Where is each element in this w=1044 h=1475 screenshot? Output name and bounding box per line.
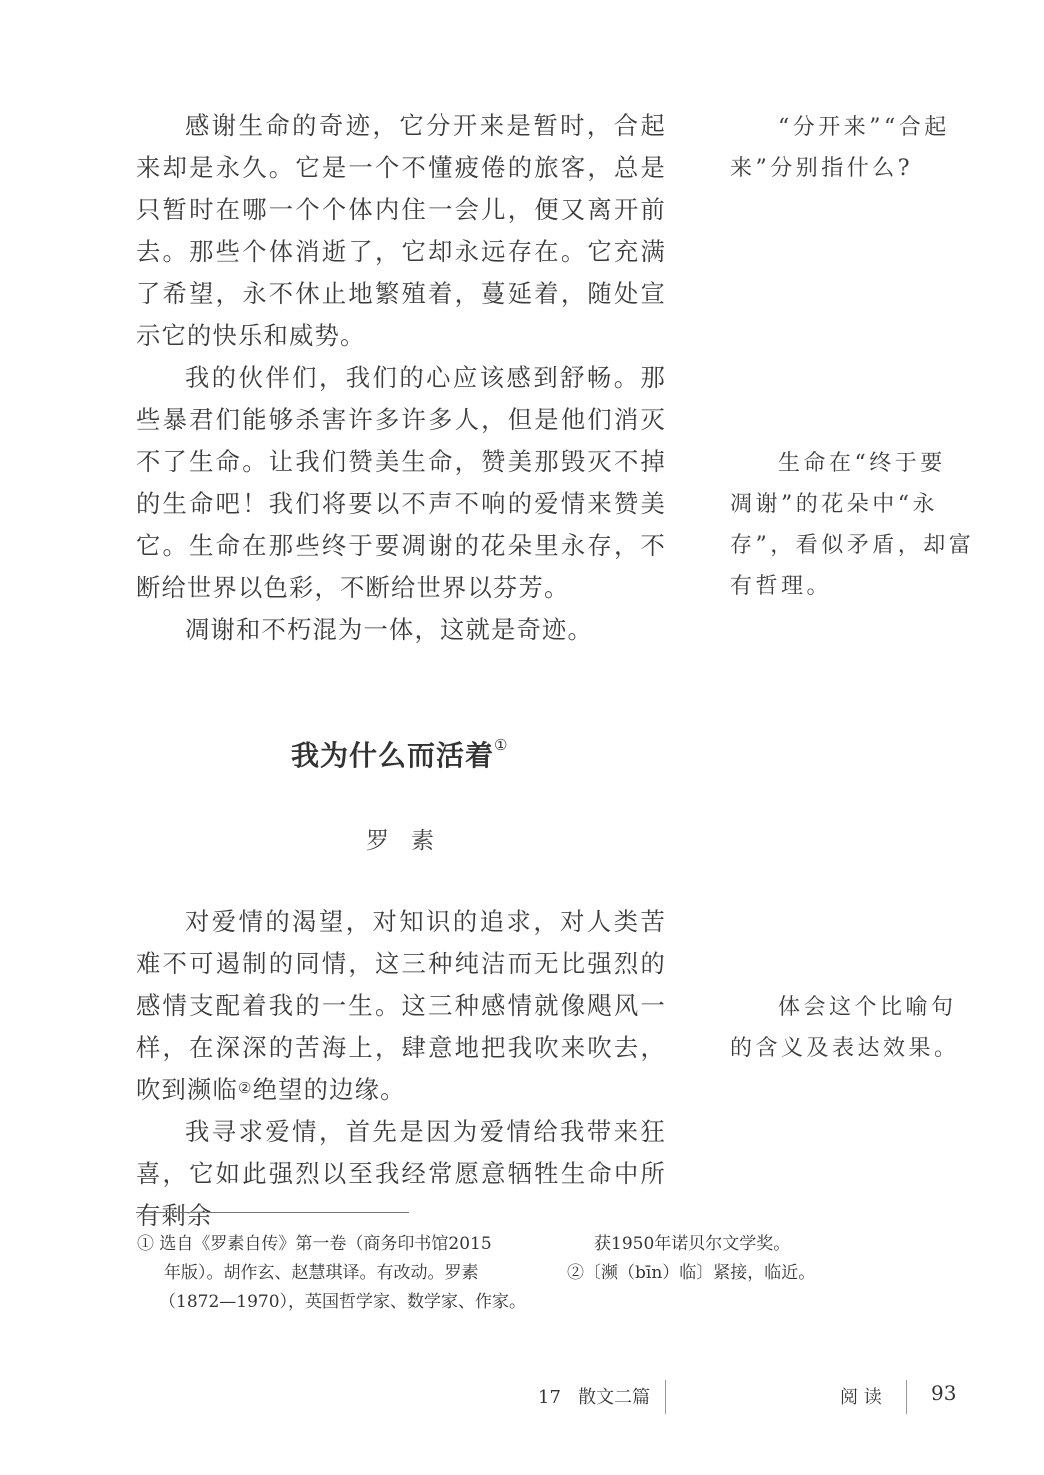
footnote-divider	[136, 1212, 409, 1213]
footer-section: 阅 读	[840, 1387, 882, 1408]
article2-title: 我为什么而活着①	[291, 736, 509, 772]
lesson-number: 17	[538, 1387, 561, 1408]
article2-author: 罗素	[366, 828, 456, 854]
page-number: 93	[931, 1381, 957, 1405]
article1-body	[136, 105, 666, 651]
article2-paragraph-2: 我寻求爱情，首先是因为爱情给我带来狂喜，它如此强烈以至我经常愿意牺牲生命中所有剩余	[136, 1117, 666, 1230]
footer-divider-2	[906, 1380, 907, 1414]
article1-paragraph-2: 我的伙伴们，我们的心应该感到舒畅。那些暴君们能够杀害许多许多人，但是他们消灭不了生命。让我们赞美生命，赞美那毁灭不掉的生命吧！我们将要以不声不响的爱情来赞美它。生命在那些终于要凋谢的花朵里永存，不断给世界以色彩，不断给世界以芬芳。	[136, 363, 666, 602]
article2-paragraph-1: 对爱情的渴望，对知识的追求，对人类苦难不可遏制的同情，这三种纯洁而无比强烈的感情支配着我的一生。这三种感情就像飓风一样，在深深的苦海上，肆意地把我吹来吹去，吹到濒临②绝望的边缘。	[136, 907, 666, 1104]
footer-lesson	[538, 1383, 650, 1409]
side-note-1: “分开来”“合起 来”分别指什么?	[730, 115, 950, 181]
title-footnote-marker[interactable]: ①	[494, 736, 509, 754]
article2-body	[136, 901, 666, 1237]
footnote-1: ① 选自《罗素自传》第一卷（商务印书馆2015 年版）。胡作玄、赵慧琪译。有改动。罗素 （1872—1970），英国哲学家、数学家、作家。	[137, 1234, 527, 1312]
article1-paragraph-1: 感谢生命的奇迹，它分开来是暂时，合起来却是永久。它是一个不懂疲倦的旅客，总是只暂时在哪一个个体内住一会儿，便又离开前去。那些个体消逝了，它却永远存在。它充满了希望，永不休止地繁殖着，蔓延着，随处宣示它的快乐和威势。	[136, 111, 666, 350]
side-note-3: 体会这个比喻句 的含义及表达效果。	[730, 995, 960, 1061]
footnote-2: 获1950年诺贝尔文学奖。 ②〔濒（bīn）临〕紧接，临近。	[567, 1234, 816, 1283]
side-note-2: 生命在“终于要 凋谢”的花朵中“永 存”，看似矛盾，却富 有哲理。	[730, 451, 975, 599]
footnote-marker-2[interactable]: ②	[238, 1079, 253, 1097]
footer-divider-1	[665, 1380, 666, 1414]
article1-paragraph-3: 凋谢和不朽混为一体，这就是奇迹。	[185, 615, 593, 644]
lesson-title: 散文二篇	[578, 1387, 651, 1408]
